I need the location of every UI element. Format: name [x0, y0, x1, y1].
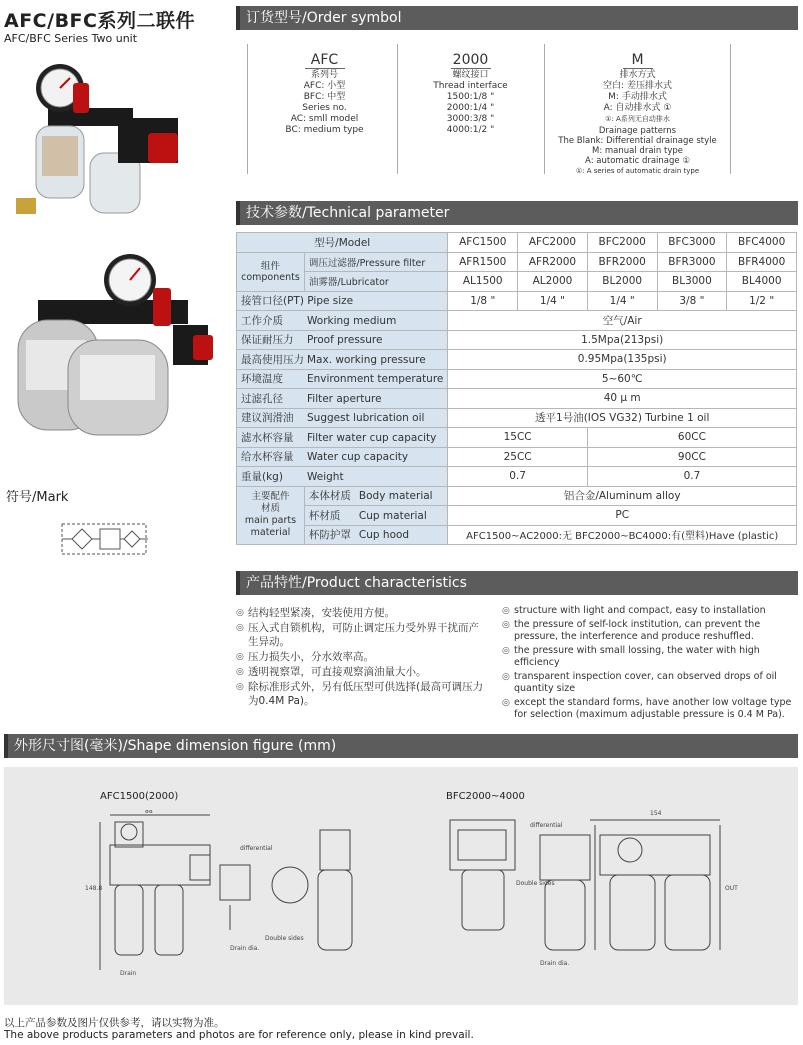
dim-text: Drain dia. — [230, 945, 260, 952]
dim-text: 154 — [650, 810, 662, 817]
list-item: ◎ 压入式自锁机构，可防止调定压力受外界干扰而产生异动。 — [236, 621, 484, 649]
pipe-size-label — [237, 291, 448, 311]
param-en: Max. working pressure — [307, 353, 426, 366]
param-cn: 过滤孔径 — [241, 392, 283, 405]
footer-note-cn: 以上产品参数及图片仅供参考，请以实物为准。 — [4, 1017, 225, 1029]
footer-note-en: The above products parameters and photos are for reference only, please in kind prevail. — [4, 1029, 474, 1041]
order-divider-2 — [397, 44, 398, 174]
table-row — [237, 369, 797, 389]
tech-table — [236, 232, 797, 545]
param-label — [237, 408, 448, 428]
order-divider-3 — [544, 44, 545, 174]
list-item: ◎ transparent inspection cover, can observed drops of oil quantity size — [502, 671, 795, 696]
param-value: 5~60℃ — [448, 369, 797, 389]
order-series-code: AFC — [310, 52, 339, 68]
order-thread-line: Thread interface — [433, 81, 508, 91]
order-divider-1 — [247, 44, 248, 174]
order-thread-line: 1500:1/8 " — [446, 92, 495, 102]
dim-text: differential — [240, 845, 273, 852]
table-row — [237, 311, 797, 331]
param-label — [237, 311, 448, 331]
page-title: AFC/BFC系列二联件 — [4, 10, 195, 32]
dimension-label-bfc: BFC2000~4000 — [446, 791, 525, 802]
table-row — [237, 233, 797, 253]
materials-en: main parts — [244, 515, 297, 527]
dim-text: 88 — [145, 810, 153, 815]
param-cn: 滤水杯容量 — [241, 431, 294, 444]
param-en: Filter aperture — [307, 392, 382, 405]
pipe-size-cn: 接管口径(PT) — [241, 295, 304, 308]
model-cell: AFC2000 — [518, 233, 588, 253]
dim-text: Double sides — [265, 935, 304, 942]
param-cn: 本体材质 — [308, 490, 351, 503]
pipe-size-cell: 3/8 " — [657, 291, 727, 311]
order-drain-column — [550, 52, 725, 176]
components-cn: 组件 — [260, 260, 280, 272]
order-thread-line: 螺纹接口 — [452, 70, 489, 80]
water-cup-label — [237, 428, 448, 448]
model-cell: BFC4000 — [727, 233, 797, 253]
param-en: Water cup capacity — [307, 451, 409, 464]
pipe-size-cell: 1/2 " — [727, 291, 797, 311]
order-thread-line: 3000:3/8 " — [446, 114, 495, 124]
order-drain-line-en: A: automatic drainage ① — [585, 156, 690, 166]
list-item: ◎ structure with light and compact, easy to installation — [502, 605, 795, 618]
param-cn: 给水杯容量 — [241, 451, 294, 464]
pipe-size-cell: 1/4 " — [518, 291, 588, 311]
param-en: Cup material — [358, 509, 427, 522]
order-thread-underline — [451, 68, 491, 69]
cup-hood-label — [304, 525, 447, 545]
table-row — [237, 486, 797, 506]
order-series-underline — [305, 68, 345, 69]
order-drain-line: 排水方式 — [619, 70, 656, 80]
dim-text: Drain dia. — [540, 960, 570, 967]
lubricator-cell: BL3000 — [657, 272, 727, 292]
oil-cup-b: 90CC — [587, 447, 796, 467]
param-cn: 最高使用压力 — [241, 353, 304, 366]
lubricator-cell: BL4000 — [727, 272, 797, 292]
table-row — [237, 291, 797, 311]
weight-a: 0.7 — [448, 467, 587, 487]
table-row — [237, 525, 797, 545]
order-drain-line: M: 手动排水式 — [608, 92, 667, 102]
cup-material-value: PC — [448, 506, 797, 526]
dim-text: Double sides — [516, 880, 555, 887]
list-item: ◎ 透明视察罩，可直接观察滴油量大小。 — [236, 665, 484, 679]
order-series-line: AC: smll model — [290, 114, 359, 124]
order-thread-line: 4000:1/2 " — [446, 125, 495, 135]
product-photo-afc — [8, 58, 198, 228]
table-row — [237, 506, 797, 526]
param-value: 空气/Air — [448, 311, 797, 331]
body-material-value: 铝合金/Aluminum alloy — [448, 486, 797, 506]
list-item: ◎ 结构轻型紧凑，安装使用方便。 — [236, 606, 484, 620]
model-cell: BFC2000 — [587, 233, 657, 253]
order-drain-line-en: M: manual drain type — [592, 146, 683, 156]
list-item: ◎ 压力损失小，分水效率高。 — [236, 650, 484, 664]
product-heading: 产品特性/Product characteristics — [236, 571, 798, 595]
body-material-label — [304, 486, 447, 506]
cup-hood-value: AFC1500~AC2000:无 BFC2000~BC4000:有(塑料)Have (plastic) — [448, 525, 797, 545]
dim-text: 148.8 — [85, 885, 103, 892]
materials-label — [237, 486, 305, 545]
table-row — [237, 272, 797, 292]
dimension-drawing-afc — [80, 810, 380, 995]
param-en: Proof pressure — [307, 334, 383, 347]
tech-heading: 技术参数/Technical parameter — [236, 201, 798, 225]
param-label — [237, 350, 448, 370]
materials-cn2: 材质 — [260, 503, 280, 515]
order-series-line: AFC: 小型 — [303, 81, 346, 91]
param-cn: 重量(kg) — [241, 470, 283, 483]
weight-label — [237, 467, 448, 487]
param-value: 1.5Mpa(213psi) — [448, 330, 797, 350]
oil-cup-label — [237, 447, 448, 467]
table-row — [237, 330, 797, 350]
table-row — [237, 350, 797, 370]
table-row — [237, 389, 797, 409]
dimension-label-afc: AFC1500(2000) — [100, 791, 179, 802]
param-cn: 建议润滑油 — [241, 412, 294, 425]
param-cn: 工作介质 — [241, 314, 283, 327]
param-value: 0.95Mpa(135psi) — [448, 350, 797, 370]
product-photo-bfc — [8, 240, 218, 440]
table-row — [237, 408, 797, 428]
order-drain-line-en: Drainage patterns — [598, 126, 677, 136]
param-en: Body material — [358, 490, 433, 503]
order-symbol-heading: 订货型号/Order symbol — [236, 6, 798, 30]
lubricator-label: 油雾器/Lubricator — [304, 272, 447, 292]
table-row — [237, 428, 797, 448]
order-series-column — [262, 52, 387, 136]
characteristics-en-list — [502, 605, 795, 723]
list-item: ◎ the pressure with small lossing, the water with high efficiency — [502, 645, 795, 670]
param-en: Cup hood — [358, 529, 410, 542]
page-subtitle: AFC/BFC Series Two unit — [4, 32, 138, 45]
order-drain-line-en: The Blank: Differential drainage style — [558, 136, 717, 146]
param-value: 透平1号油(IOS VG32) Turbine 1 oil — [448, 408, 797, 428]
list-item: ◎ the pressure of self-lock institution, can prevent the pressure, the interference and produce reshuffled. — [502, 619, 795, 644]
param-cn: 杯防护罩 — [308, 529, 351, 542]
order-series-line: Series no. — [302, 103, 347, 113]
components-label — [237, 252, 305, 291]
order-series-line: 系列号 — [310, 70, 338, 80]
regulator-cell: AFR1500 — [448, 252, 518, 272]
param-label — [237, 389, 448, 409]
regulator-label: 调压过滤器/Pressure filter — [304, 252, 447, 272]
regulator-cell: AFR2000 — [518, 252, 588, 272]
lubricator-cell: AL2000 — [518, 272, 588, 292]
characteristics-cn-list — [236, 606, 484, 709]
param-en: Suggest lubrication oil — [307, 412, 425, 425]
order-series-line: BC: medium type — [285, 125, 364, 135]
mark-label: 符号/Mark — [6, 490, 69, 505]
order-drain-line: 空白: 差压排水式 — [603, 81, 672, 91]
pipe-size-cell: 1/8 " — [448, 291, 518, 311]
lubricator-cell: BL2000 — [587, 272, 657, 292]
param-en: Filter water cup capacity — [307, 431, 437, 444]
order-thread-line: 2000:1/4 " — [446, 103, 495, 113]
param-label — [237, 330, 448, 350]
dim-text: Drain — [120, 970, 137, 977]
oil-cup-a: 25CC — [448, 447, 587, 467]
dim-text: differential — [530, 822, 563, 829]
weight-b: 0.7 — [587, 467, 796, 487]
order-drain-line-en: ①: A series of automatic drain type — [575, 167, 700, 175]
dim-text: OUT — [725, 885, 738, 892]
list-item: ◎ except the standard forms, have another low voltage type for selection (maximum adjustable pressure is 0.4 M Pa). — [502, 697, 795, 722]
shape-heading: 外形尺寸图(毫米)/Shape dimension figure (mm) — [4, 734, 798, 758]
order-thread-code: 2000 — [452, 52, 489, 68]
materials-cn: 主要配件 — [251, 491, 290, 503]
order-divider-4 — [730, 44, 731, 174]
water-cup-a: 15CC — [448, 428, 587, 448]
components-en: components — [241, 271, 300, 283]
table-row — [237, 252, 797, 272]
table-row — [237, 467, 797, 487]
param-en: Weight — [307, 470, 344, 483]
pipe-size-en: Pipe size — [307, 295, 354, 308]
pipe-size-cell: 1/4 " — [587, 291, 657, 311]
order-drain-line: A: 自动排水式 ① — [603, 103, 672, 113]
param-value: 40 μ m — [448, 389, 797, 409]
param-label — [237, 369, 448, 389]
order-series-line: BFC: 中型 — [303, 92, 346, 102]
param-cn: 保证耐压力 — [241, 334, 294, 347]
water-cup-b: 60CC — [587, 428, 796, 448]
order-drain-line: ①: A系列无自动排水 — [605, 115, 670, 123]
cup-material-label — [304, 506, 447, 526]
regulator-cell: BFR4000 — [727, 252, 797, 272]
order-drain-code: M — [631, 52, 644, 68]
lubricator-cell: AL1500 — [448, 272, 518, 292]
param-en: Environment temperature — [307, 373, 444, 386]
list-item: ◎ 除标准形式外，另有低压型可供选择(最高可调压力为0.4M Pa)。 — [236, 680, 484, 708]
model-label: 型号/Model — [237, 233, 448, 253]
materials-en2: material — [250, 527, 291, 539]
model-cell: BFC3000 — [657, 233, 727, 253]
order-drain-underline — [623, 68, 653, 69]
pneumatic-symbol-diagram — [60, 516, 150, 560]
order-thread-column — [408, 52, 533, 136]
param-cn: 环境温度 — [241, 373, 283, 386]
dimension-drawing-bfc — [440, 805, 780, 995]
regulator-cell: BFR3000 — [657, 252, 727, 272]
param-cn: 杯材质 — [308, 509, 341, 522]
table-row — [237, 447, 797, 467]
regulator-cell: BFR2000 — [587, 252, 657, 272]
model-cell: AFC1500 — [448, 233, 518, 253]
param-en: Working medium — [307, 314, 397, 327]
